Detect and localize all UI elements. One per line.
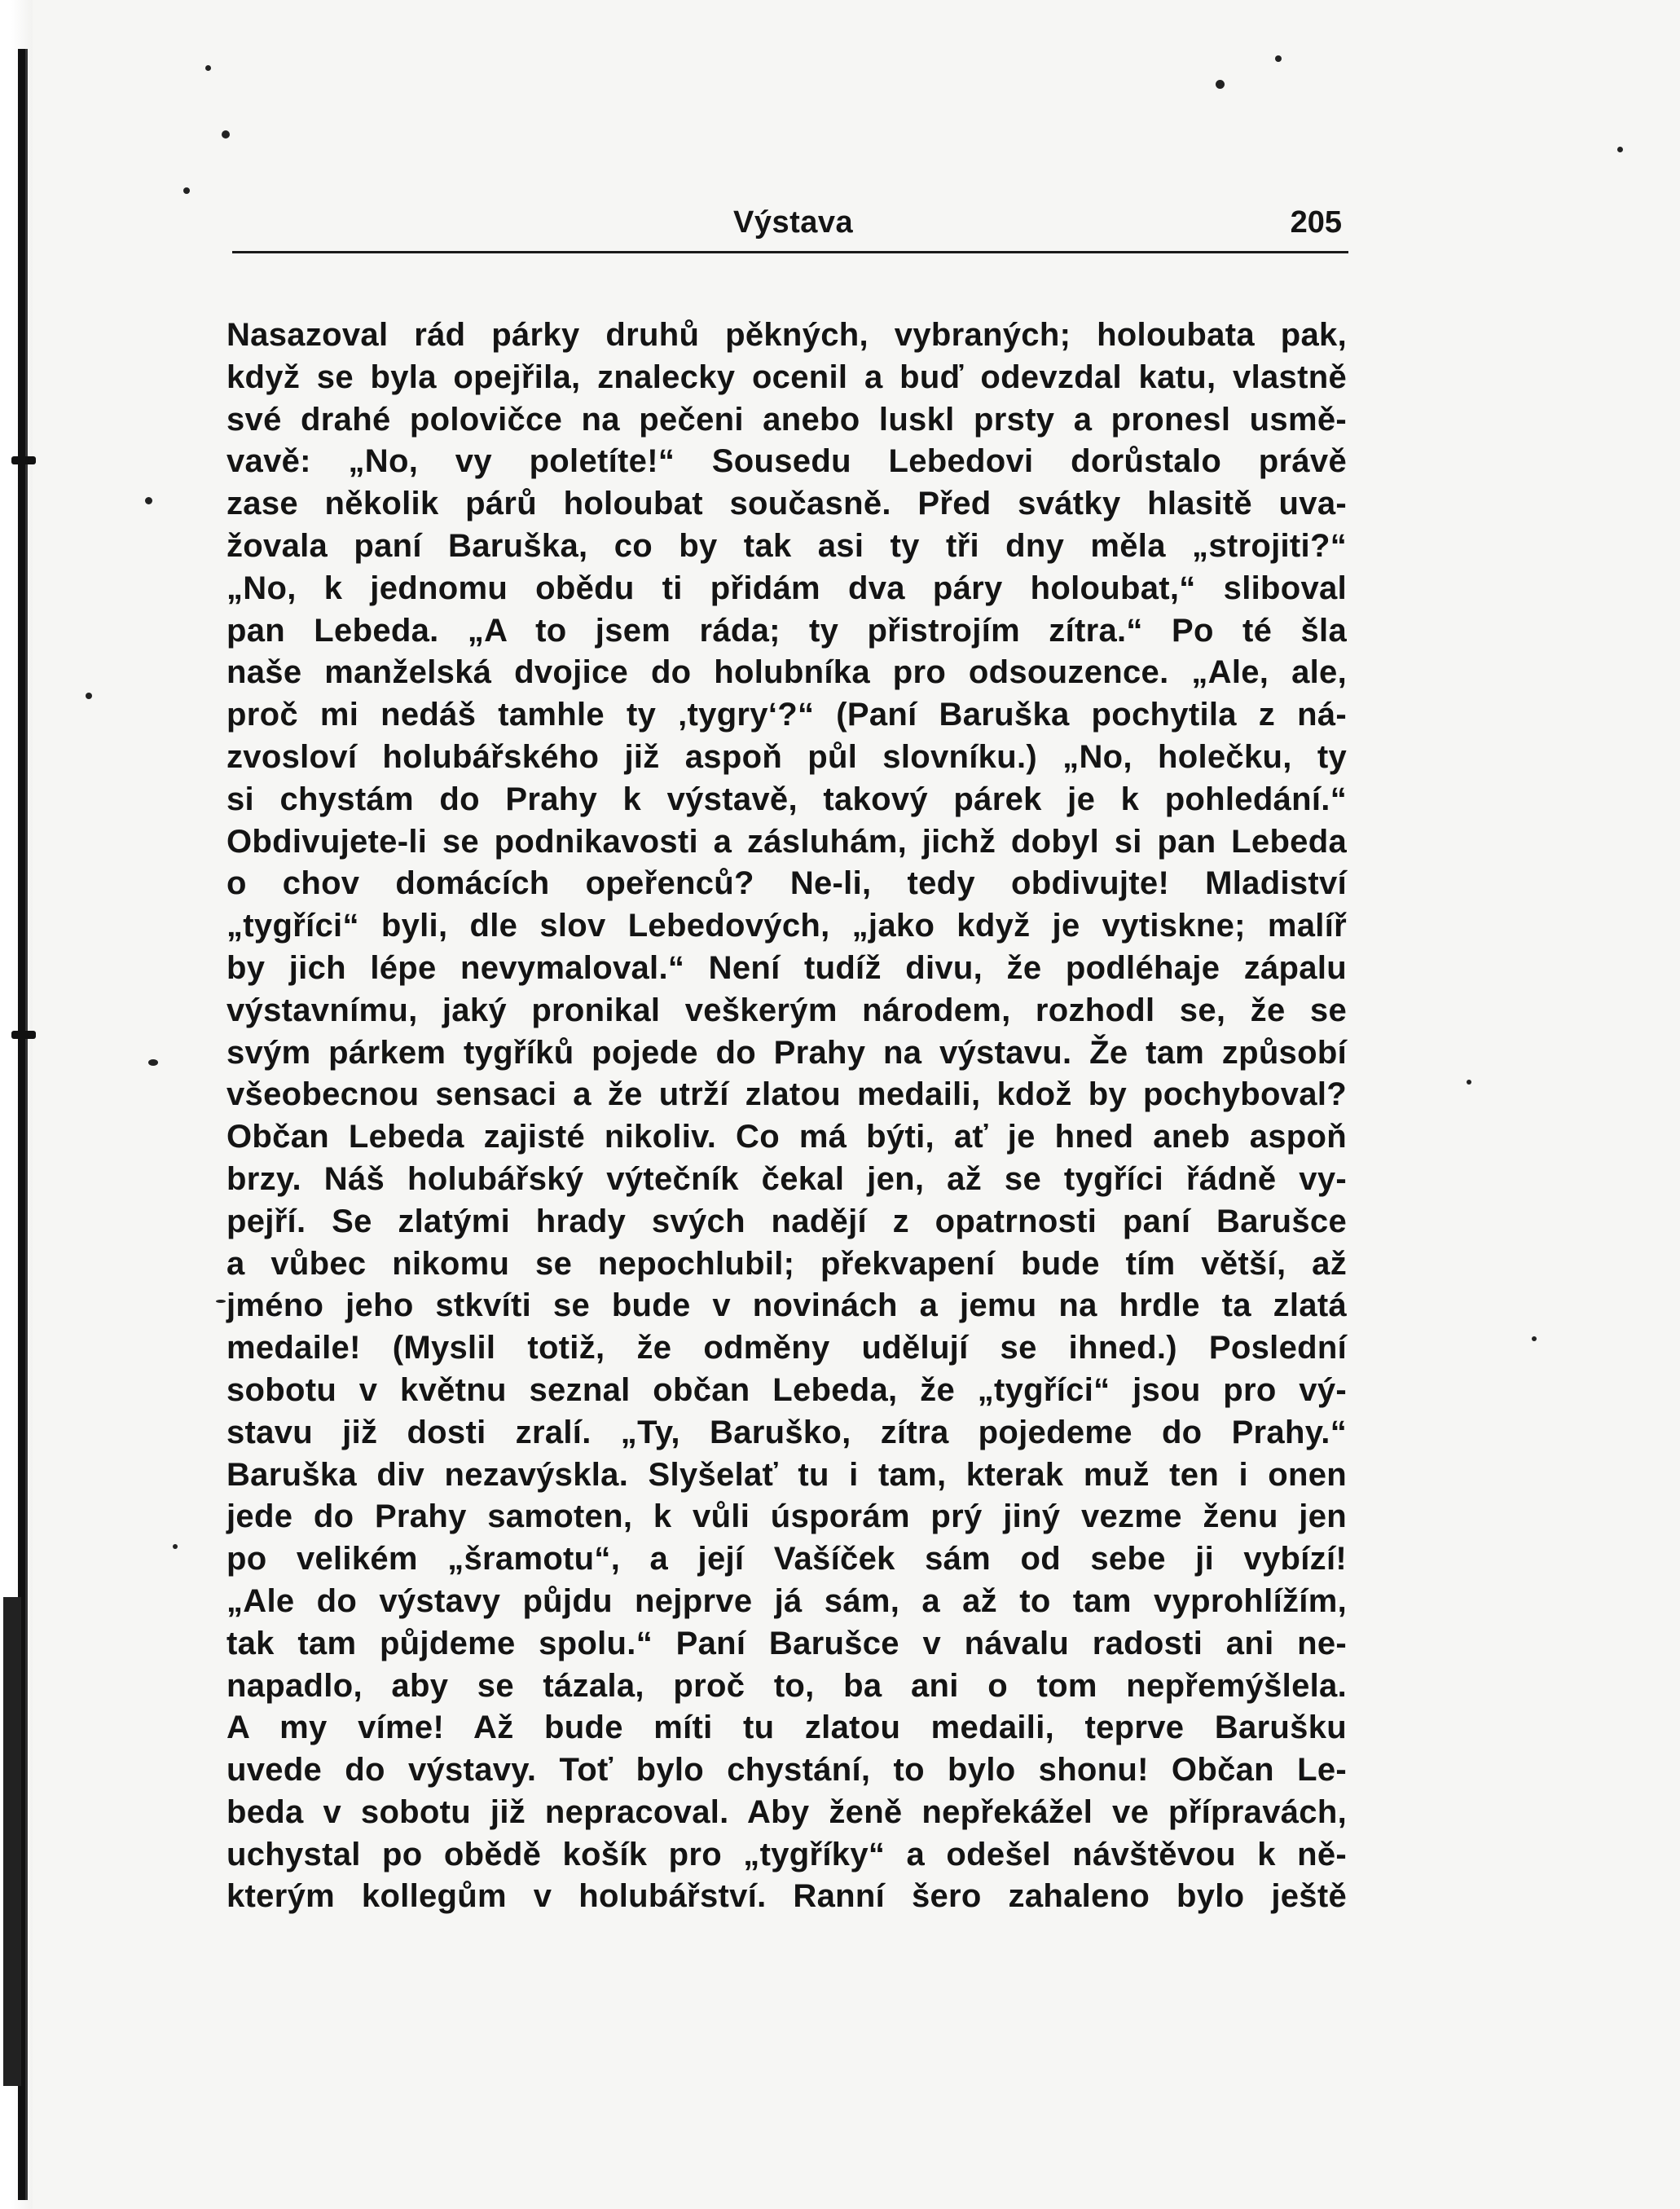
text-line: „Ale do výstavy půjdu nejprve já sám, a až to tam vyprohlížím, (226, 1582, 1347, 1619)
text-line: brzy. Náš holubářský výtečník čekal jen, až se tygříci řádně vy- (226, 1160, 1347, 1197)
text-line: po velikém „šramotu“, a její Vašíček sám od sebe ji vybízí! (226, 1541, 1347, 1578)
text-line: zvosloví holubářského již aspoň půl slovníku.) „No, holečku, ty (226, 738, 1347, 775)
text-line: pan Lebeda. „A to jsem ráda; ty přistrojím zítra.“ Po té šla (226, 612, 1347, 649)
text-line: Obdivujete-li se podnikavosti a zásluhám, jichž dobyl si pan Lebeda (226, 823, 1347, 860)
text-line: Nasazoval rád párky druhů pěkných, vybraných; holoubata pak, (226, 317, 1347, 353)
text-line: si chystám do Prahy k výstavě, takový párek je k pohledání.“ (226, 781, 1347, 817)
scan-speck (216, 1300, 226, 1303)
text-line: zase několik párů holoubat současně. Před svátky hlasitě uva- (226, 486, 1347, 522)
page-header (232, 204, 1348, 253)
text-line: uvede do výstavy. Toť bylo chystání, to bylo shonu! Občan Le- (226, 1752, 1347, 1789)
binding-shadow (3, 1597, 21, 2086)
page-number: 205 (1290, 205, 1342, 240)
text-line: Baruška div nezavýskla. Slyšelať tu i tam, kterak muž ten i onen (226, 1456, 1347, 1493)
text-line: vavě: „No, vy poletíte!“ Sousedu Lebedovi dorůstalo právě (226, 443, 1347, 480)
text-line: A my víme! Až bude míti tu zlatou medaili, teprve Barušku (226, 1710, 1347, 1746)
scan-speck (86, 693, 92, 699)
text-line: napadlo, aby se tázala, proč to, ba ani o tom nepřemýšlela. (226, 1667, 1347, 1704)
running-title: Výstava (733, 205, 854, 240)
text-line: žovala paní Baruška, co by tak asi ty tři dny měla „strojiti?“ (226, 527, 1347, 564)
text-line: o chov domácích opeřenců? Ne-li, tedy obdivujte! Mladiství (226, 865, 1347, 902)
text-line: proč mi nedáš tamhle ty ‚tygry‘?“ (Paní Baruška pochytila z ná- (226, 697, 1347, 733)
text-line: výstavnímu, jaký pronikal veškerým národem, rozhodl se, že se (226, 992, 1347, 1028)
scan-speck (183, 187, 190, 194)
text-line: své drahé polovičce na pečeni anebo luskl prsty a pronesl usmě- (226, 401, 1347, 438)
text-line: naše manželská dvojice do holubníka pro odsouzence. „Ale, ale, (226, 654, 1347, 691)
text-line: „tygříci“ byli, dle slov Lebedových, „jako když je vytiskne; malíř (226, 908, 1347, 944)
text-line: uchystal po obědě košík pro „tygříky“ a odešel návštěvou k ně- (226, 1836, 1347, 1872)
text-line: „No, k jednomu obědu ti přidám dva páry holoubat,“ sliboval (226, 570, 1347, 606)
scan-speck (1617, 147, 1623, 152)
text-line: stavu již dosti zralí. „Ty, Baruško, zítra pojedeme do Prahy.“ (226, 1414, 1347, 1450)
binding-tick (11, 1031, 36, 1039)
text-line: sobotu v květnu seznal občan Lebeda, že „tygříci“ jsou pro vý- (226, 1371, 1347, 1408)
header-rule (232, 251, 1348, 253)
scan-speck (1532, 1336, 1537, 1341)
scan-speck (145, 497, 152, 504)
text-line: jede do Prahy samoten, k vůli úsporám prý jiný vezme ženu jen (226, 1498, 1347, 1535)
text-line: jméno jeho stkvíti se bude v novinách a jemu na hrdle ta zlatá (226, 1287, 1347, 1324)
binding-line-thin (25, 49, 28, 2200)
text-line: kterým kollegům v holubářství. Ranní šero zahaleno bylo ještě (226, 1878, 1347, 1915)
text-line: tak tam půjdeme spolu.“ Paní Barušce v návalu radosti ani ne- (226, 1625, 1347, 1661)
scan-speck (205, 65, 211, 71)
text-line: pejří. Se zlatými hrady svých nadějí z opatrnosti paní Barušce (226, 1203, 1347, 1239)
text-line: když se byla opejřila, znalecky ocenil a buď odevzdal katu, vlastně (226, 359, 1347, 395)
scan-speck (1275, 55, 1282, 62)
scan-speck (1467, 1080, 1471, 1085)
text-line: beda v sobotu již nepracoval. Aby ženě nepřekážel ve přípravách, (226, 1793, 1347, 1830)
scan-speck (148, 1059, 158, 1066)
scan-speck (222, 130, 230, 139)
text-line: a vůbec nikomu se nepochlubil; překvapení bude tím větší, až (226, 1245, 1347, 1282)
body-text (226, 315, 1347, 1918)
text-line: všeobecnou sensaci a že utrží zlatou medaili, kdož by pochyboval? (226, 1076, 1347, 1113)
scan-speck (173, 1544, 178, 1549)
text-line: medaile! (Myslil totiž, že odměny udělují se ihned.) Poslední (226, 1330, 1347, 1366)
scan-speck (1216, 80, 1225, 89)
text-line: Občan Lebeda zajisté nikoliv. Co má býti, ať je hned aneb aspoň (226, 1119, 1347, 1155)
text-line: by jich lépe nevymaloval.“ Není tudíž divu, že podléhaje zápalu (226, 949, 1347, 986)
text-line: svým párkem tygříků pojede do Prahy na výstavu. Že tam způsobí (226, 1034, 1347, 1071)
binding-tick (11, 456, 36, 464)
